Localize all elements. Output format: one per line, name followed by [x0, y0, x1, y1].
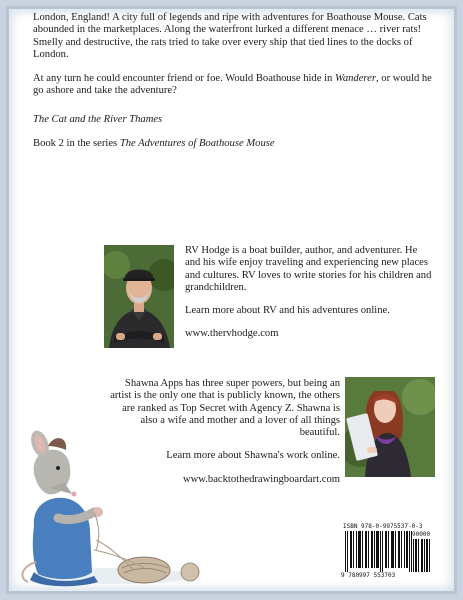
illustrator-portrait-image [345, 377, 435, 477]
author-bio [185, 245, 435, 352]
mouse-illustration [14, 422, 204, 588]
author-bio-text: RV Hodge is a boat builder, author, and adventurer. He and his wife enjoy traveling and experiencing new places and cultures. RV loves to write stories for his children and grandchildren. [185, 245, 432, 293]
isbn-barcode [339, 523, 435, 580]
barcode-digits: 9 780997 553703 [341, 572, 396, 579]
illustrator-photo [345, 377, 435, 477]
series-prefix: Book 2 in the series [33, 138, 120, 150]
blurb-p2-start: At any turn he could encounter friend or foe. Would Boathouse hide in [33, 73, 335, 85]
series-name: The Adventures of Boathouse Mouse [119, 138, 275, 150]
illustrator-learn-more: Learn more about Shawna's work online. [166, 450, 340, 462]
blurb-p2-end: , or would he go ashore and take the adventure? [33, 73, 432, 97]
ship-name: Wanderer [334, 73, 376, 85]
series-line [33, 138, 435, 150]
illustrator-bio-text: Shawna Apps has three super powers, but being an artist is the only one that is publicly known, the others are ranked as Top Secret with Agency Z. Shawna is also a wife and mother and a lover of all things beautiful. [110, 378, 340, 439]
barcode-bars [343, 531, 431, 572]
isbn-label: ISBN 978-0-9975537-0-3 [343, 523, 423, 530]
blurb-paragraph-2 [33, 73, 435, 98]
book-title: The Cat and the River Thames [33, 113, 163, 125]
illustrator-website: www.backtothedrawingboardart.com [183, 473, 340, 485]
cover-blurb [33, 12, 435, 162]
author-learn-more: Learn more about RV and his adventures online. [185, 305, 390, 317]
author-website: www.thervhodge.com [185, 328, 279, 340]
blurb-paragraph-1: London, England! A city full of legends and ripe with adventures for Boathouse Mouse. Cats abounded in the marketplaces. Along the waterfront lurked a different menace … river rats! Smelly and destructive, the rats tried to take over every ship that tied lines to the docks of London. [33, 12, 427, 60]
price-addon: 90000 [412, 531, 431, 538]
author-portrait-image [104, 245, 174, 348]
author-photo [104, 245, 174, 348]
